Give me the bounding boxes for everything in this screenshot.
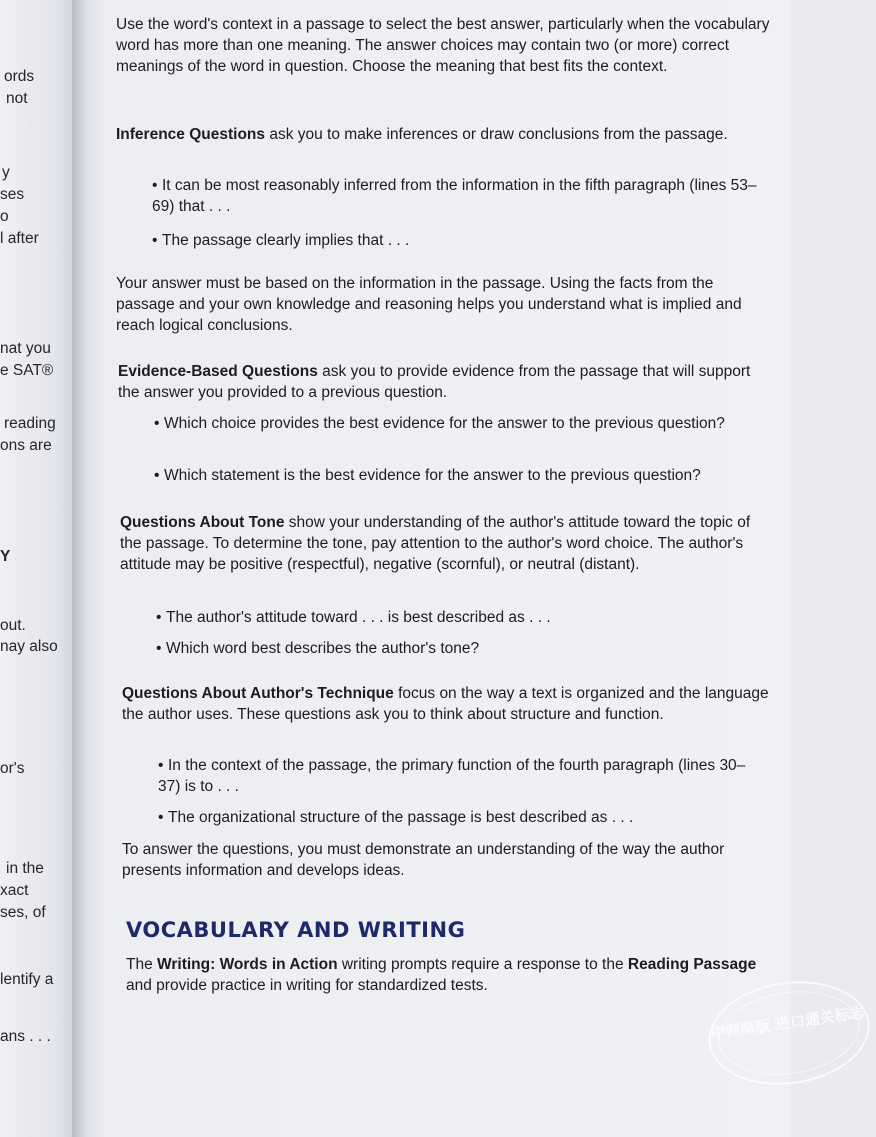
left-fragment: lentify a bbox=[0, 971, 54, 988]
left-fragment: ords bbox=[4, 68, 35, 85]
list-item: • The passage clearly implies that . . . bbox=[152, 232, 410, 249]
evidence-paragraph bbox=[118, 361, 768, 403]
left-fragment: Y bbox=[0, 548, 11, 565]
seal-text: 中商原版 进口通关标志 bbox=[709, 1003, 866, 1043]
left-fragment: nay also bbox=[0, 638, 58, 655]
list-item: • Which statement is the best evidence for the answer to the previous question? bbox=[154, 467, 701, 484]
section-heading: VOCABULARY AND WRITING bbox=[126, 918, 466, 942]
left-fragment: xact bbox=[0, 882, 29, 899]
evidence-text: ask you to provide evidence from the passage that will support the answer you provided to a previous question. bbox=[118, 363, 751, 401]
left-page bbox=[0, 0, 78, 1137]
left-fragment: in the bbox=[6, 860, 44, 877]
left-fragment: ses, of bbox=[0, 904, 46, 921]
left-fragment: not bbox=[6, 90, 28, 107]
right-page bbox=[106, 0, 866, 1137]
vocab-writing-text: and provide practice in writing for standardized tests. bbox=[126, 977, 488, 994]
tone-bullet: The author's attitude toward . . . is best described as . . . bbox=[166, 609, 551, 626]
list-item: • In the context of the passage, the primary function of the fourth paragraph (lines 30–37) is to . . . bbox=[158, 757, 746, 795]
technique-note: To answer the questions, you must demonstrate an understanding of the way the author presents information and develops ideas. bbox=[122, 841, 725, 879]
reading-passage-term: Reading Passage bbox=[627, 956, 757, 973]
tone-bullet: Which word best describes the author's tone? bbox=[166, 640, 480, 657]
list-item: • The author's attitude toward . . . is best described as . . . bbox=[156, 609, 551, 626]
list-item: • Which choice provides the best evidence for the answer to the previous question? bbox=[154, 415, 725, 432]
inference-bullet: It can be most reasonably inferred from the information in the fifth paragraph (lines 53–69) that . . . bbox=[152, 177, 757, 215]
technique-bullet: The organizational structure of the passage is best described as . . . bbox=[168, 809, 634, 826]
tone-term: Questions About Tone bbox=[120, 514, 285, 531]
list-item: • Which word best describes the author's tone? bbox=[156, 640, 480, 657]
vocab-context-paragraph: Use the word's context in a passage to select the best answer, particularly when the vocabulary word has more than one meaning. The answer choices may contain two (or more) correct meanings of the word in question. Choose the meaning that best fits the context. bbox=[116, 16, 770, 75]
inference-note: Your answer must be based on the information in the passage. Using the facts from the passage and your own knowledge and reasoning helps you understand what is implied and reach logical conclusions. bbox=[116, 275, 742, 334]
vocab-writing-paragraph bbox=[126, 954, 766, 996]
technique-text: focus on the way a text is organized and the language the author uses. These questions ask you to think about structure and function. bbox=[122, 685, 769, 723]
left-fragment: or's bbox=[0, 760, 25, 777]
vocab-writing-text: The bbox=[126, 956, 158, 973]
inference-text: ask you to make inferences or draw conclusions from the passage. bbox=[265, 126, 728, 143]
left-fragment: ses bbox=[0, 186, 25, 203]
left-fragment: o bbox=[0, 208, 9, 225]
vocab-writing-text: writing prompts require a response to the bbox=[337, 956, 628, 973]
inference-term: Inference Questions bbox=[116, 126, 266, 143]
writing-words-in-action-term: Writing: Words in Action bbox=[157, 956, 338, 973]
technique-bullet: In the context of the passage, the primary function of the fourth paragraph (lines 30–37) is to . . . bbox=[158, 757, 746, 795]
left-fragment: l after bbox=[0, 230, 39, 247]
left-fragment: nat you bbox=[0, 340, 51, 357]
inference-paragraph bbox=[116, 124, 756, 145]
evidence-term: Evidence-Based Questions bbox=[118, 363, 318, 380]
left-fragment: reading bbox=[4, 415, 56, 432]
book-gutter bbox=[72, 0, 106, 1137]
technique-term: Questions About Author's Technique bbox=[122, 685, 394, 702]
list-item: • It can be most reasonably inferred from the information in the fifth paragraph (lines 53–69) that . . . bbox=[152, 177, 757, 215]
left-fragment: y bbox=[2, 164, 10, 181]
left-fragment: e SAT® bbox=[0, 362, 54, 379]
tone-paragraph bbox=[120, 512, 768, 575]
list-item: • The organizational structure of the passage is best described as . . . bbox=[158, 809, 634, 826]
left-fragment: ans . . . bbox=[0, 1028, 51, 1045]
evidence-bullet: Which statement is the best evidence for the answer to the previous question? bbox=[164, 467, 701, 484]
technique-paragraph bbox=[122, 683, 770, 725]
left-fragment: ons are bbox=[0, 437, 52, 454]
tone-text: show your understanding of the author's attitude toward the topic of the passage. To determine the tone, pay attention to the author's word choice. The author's attitude may be positive (respectful), negative (scornful), or neutral (distant). bbox=[120, 514, 751, 573]
inference-bullet: The passage clearly implies that . . . bbox=[162, 232, 410, 249]
left-fragment: out. bbox=[0, 617, 26, 634]
evidence-bullet: Which choice provides the best evidence for the answer to the previous question? bbox=[164, 415, 725, 432]
